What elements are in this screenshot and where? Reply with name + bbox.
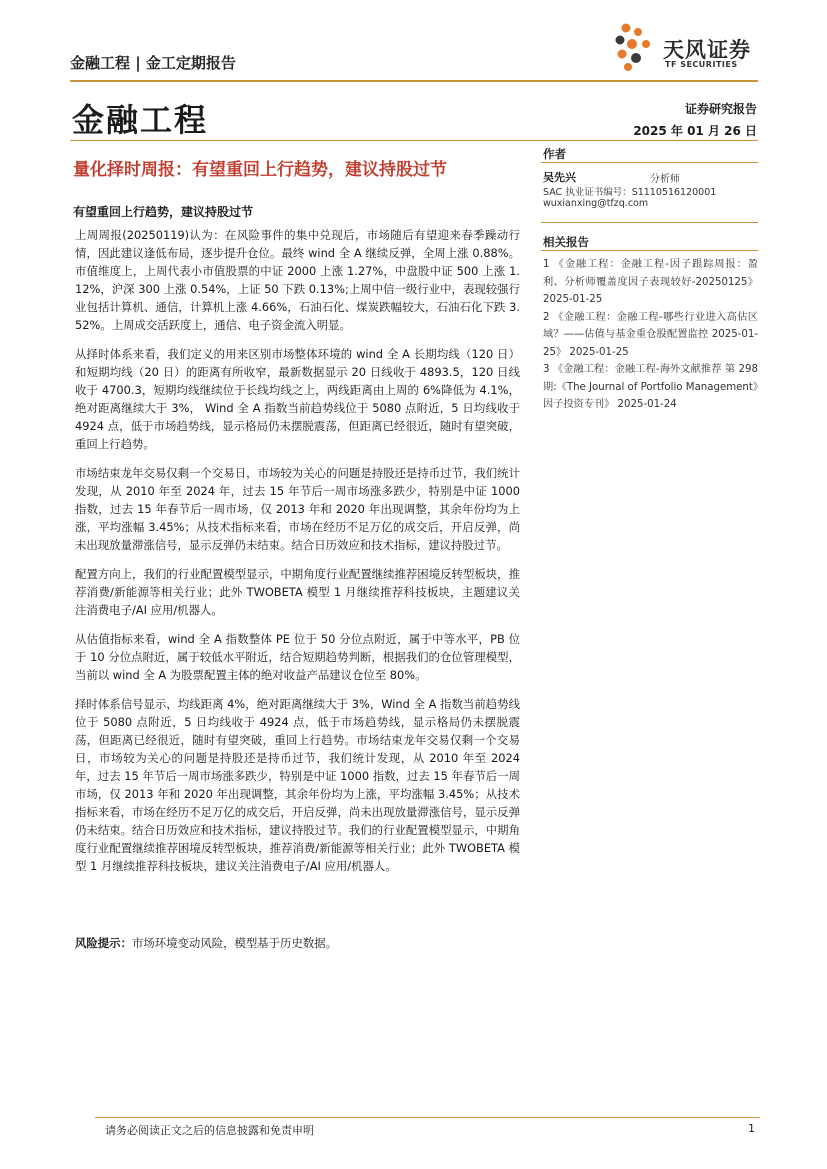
- title-rule: [70, 140, 758, 141]
- document-title: 量化择时周报：有望重回上行趋势，建议持股过节: [73, 160, 447, 180]
- related-reports-heading: 相关报告: [543, 235, 589, 249]
- section-big-title: 金融工程: [72, 101, 209, 139]
- logo-dot-4: [627, 39, 637, 49]
- report-date: 2025 年 01 月 26 日: [633, 124, 757, 138]
- report-type: 证券研究报告: [684, 102, 757, 116]
- related-report-item[interactable]: 2 《金融工程：金融工程-哪些行业进入高估区域？——估值与基金重仓股配置监控 2025-01-25》 2025-01-25: [543, 311, 758, 358]
- logo-english-name: TF SECURITIES: [665, 60, 738, 69]
- related-reports-list: [543, 256, 758, 414]
- body-paragraph-1: 上周周报(20250119)认为：在风险事件的集中兑现后，市场随后有望迎来春季躁动行情，因此建议逢低布局，逐步提升仓位。最终 wind 全 A 继续反弹，全周上涨 0.88%。市值维度上，上周代表小市值股票的中证 2000 上涨 1.27%，中盘股中证 500 上涨 1.12%，沪深 300 上涨 0.54%，上证 50 下跌 0.13%;上周中信一级行业中，表现较强行业包括计算机、通信，计算机上涨 4.66%，石油石化、煤炭跌幅较大，石油石化下跌 3.52%。上周成交活跃度上，通信、电子资金流入明显。: [75, 228, 520, 332]
- body-paragraph-5: 从估值指标来看，wind 全 A 指数整体 PE 位于 50 分位点附近，属于中等水平，PB 位于 10 分位点附近，属于较低水平附近，结合短期趋势判断，根据我们的仓位管理模型，当前以 wind 全 A 为股票配置主体的绝对收益产品建议仓位至 80%。: [75, 632, 520, 682]
- document-subtitle: 有望重回上行趋势，建议持股过节: [73, 205, 254, 219]
- related-report-item[interactable]: 3 《金融工程：金融工程-海外文献推荐 第 298 期:《The Journal of Portfolio Management》因子投资专刊》 2025-01-24: [543, 364, 758, 410]
- logo-dot-8: [624, 63, 632, 71]
- related-report-item[interactable]: 1 《金融工程：金融工程-因子跟踪周报：盈利、分析师覆盖度因子表现较好-20250125》 2025-01-25: [543, 259, 758, 305]
- author-email[interactable]: wuxianxing@tfzq.com: [543, 198, 649, 209]
- logo-dot-3: [616, 36, 625, 45]
- body-paragraph-6: 择时体系信号显示，均线距离 4%，绝对距离继续大于 3%，Wind 全 A 指数当前趋势线位于 5080 点附近，5 日均线收于 4924 点，低于市场趋势线，显示格局仍未摆脱震荡，但距离已经很近，随时有望突破，重回上行趋势。市场结束龙年交易仅剩一个交易日，市场较为关心的问题是持股还是持币过节，我们统计发现，从 2010 年至 2024 年，过去 15 年节后一周市场涨多跌少，特别是中证 1000 指数，过去 15 年春节后一周市场，仅 2013 年和 2020 年出现调整，其余年份均为上涨，平均涨幅 3.45%；从技术指标来看，市场在经历不足万亿的成交后，开启反弹，尚未出现放量滞涨信号，显示反弹仍未结束。结合日历效应和技术指标，建议持股过节。我们的行业配置模型显示，中期角度行业配置继续推荐困境反转型板块，推荐消费/新能源等相关行业；此外 TWOBETA 模型 1 月继续推荐科技板块，建议关注消费电子/AI 应用/机器人。: [75, 697, 520, 873]
- page-number: 1: [748, 1122, 755, 1135]
- footer-disclaimer: 请务必阅读正文之后的信息披露和免责申明: [105, 1124, 314, 1137]
- author-role: 分析师: [650, 174, 680, 185]
- logo-dot-5: [642, 40, 650, 48]
- author-name: 吴先兴: [543, 171, 576, 184]
- logo-dot-1: [622, 24, 631, 33]
- risk-warning: [75, 934, 520, 952]
- body-paragraph-2: 从择时体系来看，我们定义的用来区别市场整体环境的 wind 全 A 长期均线（120 日）和短期均线（20 日）的距离有所收窄，最新数据显示 20 日线收于 4893.5，120 日线收于 4700.3，短期均线继续位于长线均线之上，两线距离由上周的 6%降低为 4.1%，绝对距离继续大于 3%， Wind 全 A 指数当前趋势线位于 5080 点附近，5 日均线收于 4924 点，低于市场趋势线，显示格局仍未摆脱震荡，但距离已经很近，随时有望突破，重回上行趋势。: [75, 347, 520, 451]
- footer-rule: [95, 1117, 760, 1118]
- author-bottom-rule: [541, 222, 758, 223]
- logo-dot-2: [634, 28, 642, 36]
- body-paragraph-4: 配置方向上，我们的行业配置模型显示，中期角度行业配置继续推荐困境反转型板块，推荐消费/新能源等相关行业；此外 TWOBETA 模型 1 月继续推荐科技板块，主题建议关注消费电子/AI 应用/机器人。: [75, 567, 520, 617]
- logo-chinese-name: 天风证券: [663, 38, 751, 62]
- author-rule: [541, 162, 758, 163]
- header-rule: [70, 80, 758, 82]
- logo-dot-7: [631, 53, 641, 63]
- author-heading: 作者: [543, 147, 566, 161]
- body-paragraph-3: 市场结束龙年交易仅剩一个交易日，市场较为关心的问题是持股还是持币过节，我们统计发现，从 2010 年至 2024 年，过去 15 年节后一周市场涨多跌少，特别是中证 1000 指数，过去 15 年春节后一周市场，仅 2013 年和 2020 年出现调整，其余年份均为上涨，平均涨幅 3.45%；从技术指标来看，市场在经历不足万亿的成交后，开启反弹，尚未出现放量滞涨信号，显示反弹仍未结束。结合日历效应和技术指标，建议持股过节。: [75, 466, 520, 552]
- header-series: 金融工程 | 金工定期报告: [70, 54, 236, 72]
- main-body: [75, 226, 520, 886]
- author-certificate: SAC 执业证书编号：S1110516120001: [543, 187, 717, 198]
- related-reports-rule: [541, 250, 758, 251]
- logo-dot-6: [618, 50, 627, 59]
- risk-label: 风险提示：: [75, 936, 132, 950]
- risk-text: 市场环境变动风险，模型基于历史数据。: [131, 936, 338, 950]
